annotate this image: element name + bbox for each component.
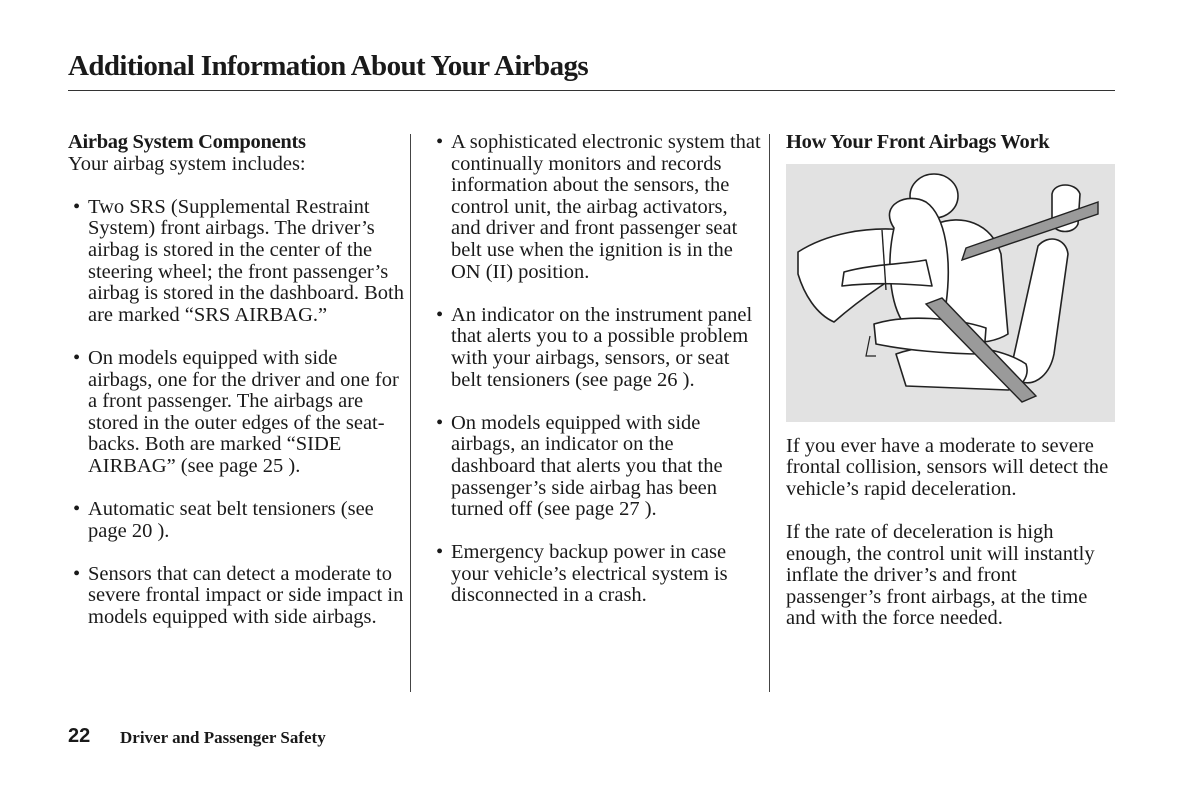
- airbag-illustration: [786, 164, 1115, 422]
- section-heading-components: Airbag System Components: [68, 131, 306, 153]
- section-name: Driver and Passenger Safety: [120, 728, 326, 747]
- title-rule: [68, 90, 1115, 91]
- column-divider-2: [769, 134, 770, 692]
- page-title: Additional Information About Your Airbags: [68, 50, 589, 82]
- list-item: • Automatic seat belt tensioners (see page 20 ).: [68, 499, 404, 542]
- column-how-airbags-work: [786, 132, 1116, 630]
- body-paragraph: If you ever have a moderate to severe frontal collision, sensors will detect the vehicle’s rapid deceleration.: [786, 434, 1109, 500]
- components-list: [68, 197, 404, 629]
- list-item: • A sophisticated electronic system that continually monitors and records information about the sensors, the control unit, the airbag activators, and driver and front passenger seat belt use when the ignition is in the ON (II) position.: [431, 132, 761, 283]
- features-list: [431, 132, 761, 607]
- section-heading-how-it-works: How Your Front Airbags Work: [786, 131, 1050, 153]
- body-paragraph: If the rate of deceleration is high enough, the control unit will instantly inflate the driver’s and front passenger’s front airbags, at the time and with the force needed.: [786, 520, 1095, 630]
- list-item: • Two SRS (Supplemental Restraint System) front airbags. The driver’s airbag is stored in the center of the steering wheel; the front passenger’s airbag is stored in the dashboard. Both are marked “SRS AIRBAG.”: [68, 197, 404, 327]
- column-airbag-components: [68, 132, 404, 629]
- driver-airbag-drawing: [786, 164, 1115, 422]
- column-divider-1: [410, 134, 411, 692]
- list-item: • Sensors that can detect a moderate to severe frontal impact or side impact in models equipped with side airbags.: [68, 564, 404, 629]
- list-item: • On models equipped with side airbags, an indicator on the dashboard that alerts you that the passenger’s side airbag has been turned off (see page 27 ).: [431, 413, 761, 521]
- list-item: • On models equipped with side airbags, one for the driver and one for a front passenger. The airbags are stored in the outer edges of the seat-backs. Both are marked “SIDE AIRBAG” (see page 25 ).: [68, 348, 404, 478]
- intro-text: Your airbag system includes:: [68, 152, 306, 175]
- list-item: • Emergency backup power in case your vehicle’s electrical system is disconnected in a crash.: [431, 542, 761, 607]
- column-system-features: [431, 132, 761, 607]
- list-item: • An indicator on the instrument panel that alerts you to a possible problem with your airbags, sensors, or seat belt tensioners (see page 26 ).: [431, 305, 761, 391]
- page-number: 22: [68, 725, 91, 747]
